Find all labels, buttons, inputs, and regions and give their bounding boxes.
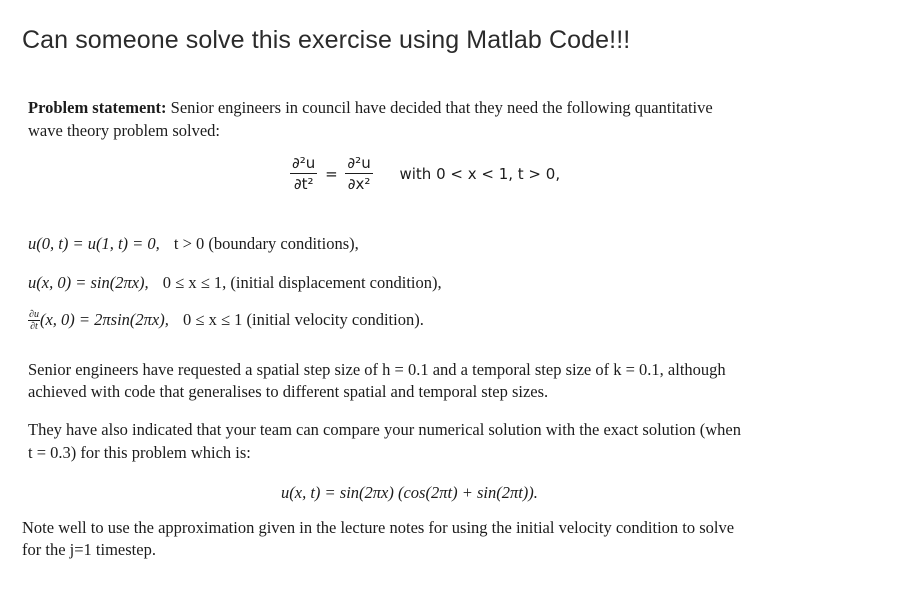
exact-solution-formula: u(x, t) = sin(2πx) (cos(2πt) + sin(2πt)). [281,483,538,502]
step-size-line-1: Senior engineers have requested a spatial step size of h = 0.1 and a temporal step size of k = 0.1, although [28,360,726,379]
initial-velocity-math: (x, 0) = 2πsin(2πx), [39,310,169,329]
problem-intro-text: Senior engineers in council have decided that they need the following quantitative [166,98,713,117]
note-line-1: Note well to use the approximation given in the lecture notes for using the initial velocity condition to solve [22,518,735,537]
problem-intro-line-2: wave theory problem solved: [28,121,220,140]
pde-right-fraction [345,154,372,193]
initial-displacement-text: 0 ≤ x ≤ 1, (initial displacement condition), [162,273,442,292]
initial-velocity-text: 0 ≤ x ≤ 1 (initial velocity condition). [183,310,424,329]
pde-domain: with 0 < x < 1, t > 0, [399,164,561,183]
exact-solution-line-2: t = 0.3) for this problem which is: [28,443,251,462]
pde-right-denominator: ∂x² [347,175,371,193]
problem-intro-line-1 [28,98,713,118]
step-size-line-2: achieved with code that generalises to different spatial and temporal step sizes. [28,382,549,401]
wave-equation [290,154,560,193]
pde-equals: = [325,164,338,183]
pde-left-fraction [290,154,317,193]
initial-displacement-condition [28,273,442,293]
pde-right-numerator: ∂²u [347,154,371,172]
boundary-condition-text: t > 0 (boundary conditions), [173,234,359,253]
initial-velocity-numerator: ∂u [29,309,39,321]
initial-velocity-fraction [28,310,40,332]
boundary-condition-math: u(0, t) = u(1, t) = 0, [28,234,160,253]
exact-solution-line-1: They have also indicated that your team can compare your numerical solution with the exact solution (when [28,420,741,439]
note-line-2: for the j=1 timestep. [22,540,156,559]
initial-velocity-condition [28,310,424,332]
page-title: Can someone solve this exercise using Matlab Code!!! [22,26,631,54]
initial-velocity-denominator: ∂t [30,321,38,333]
initial-displacement-math: u(x, 0) = sin(2πx), [28,273,149,292]
pde-left-denominator: ∂t² [293,175,314,193]
boundary-condition [28,234,359,254]
problem-label: Problem statement: [28,98,167,117]
pde-left-numerator: ∂²u [292,154,316,172]
